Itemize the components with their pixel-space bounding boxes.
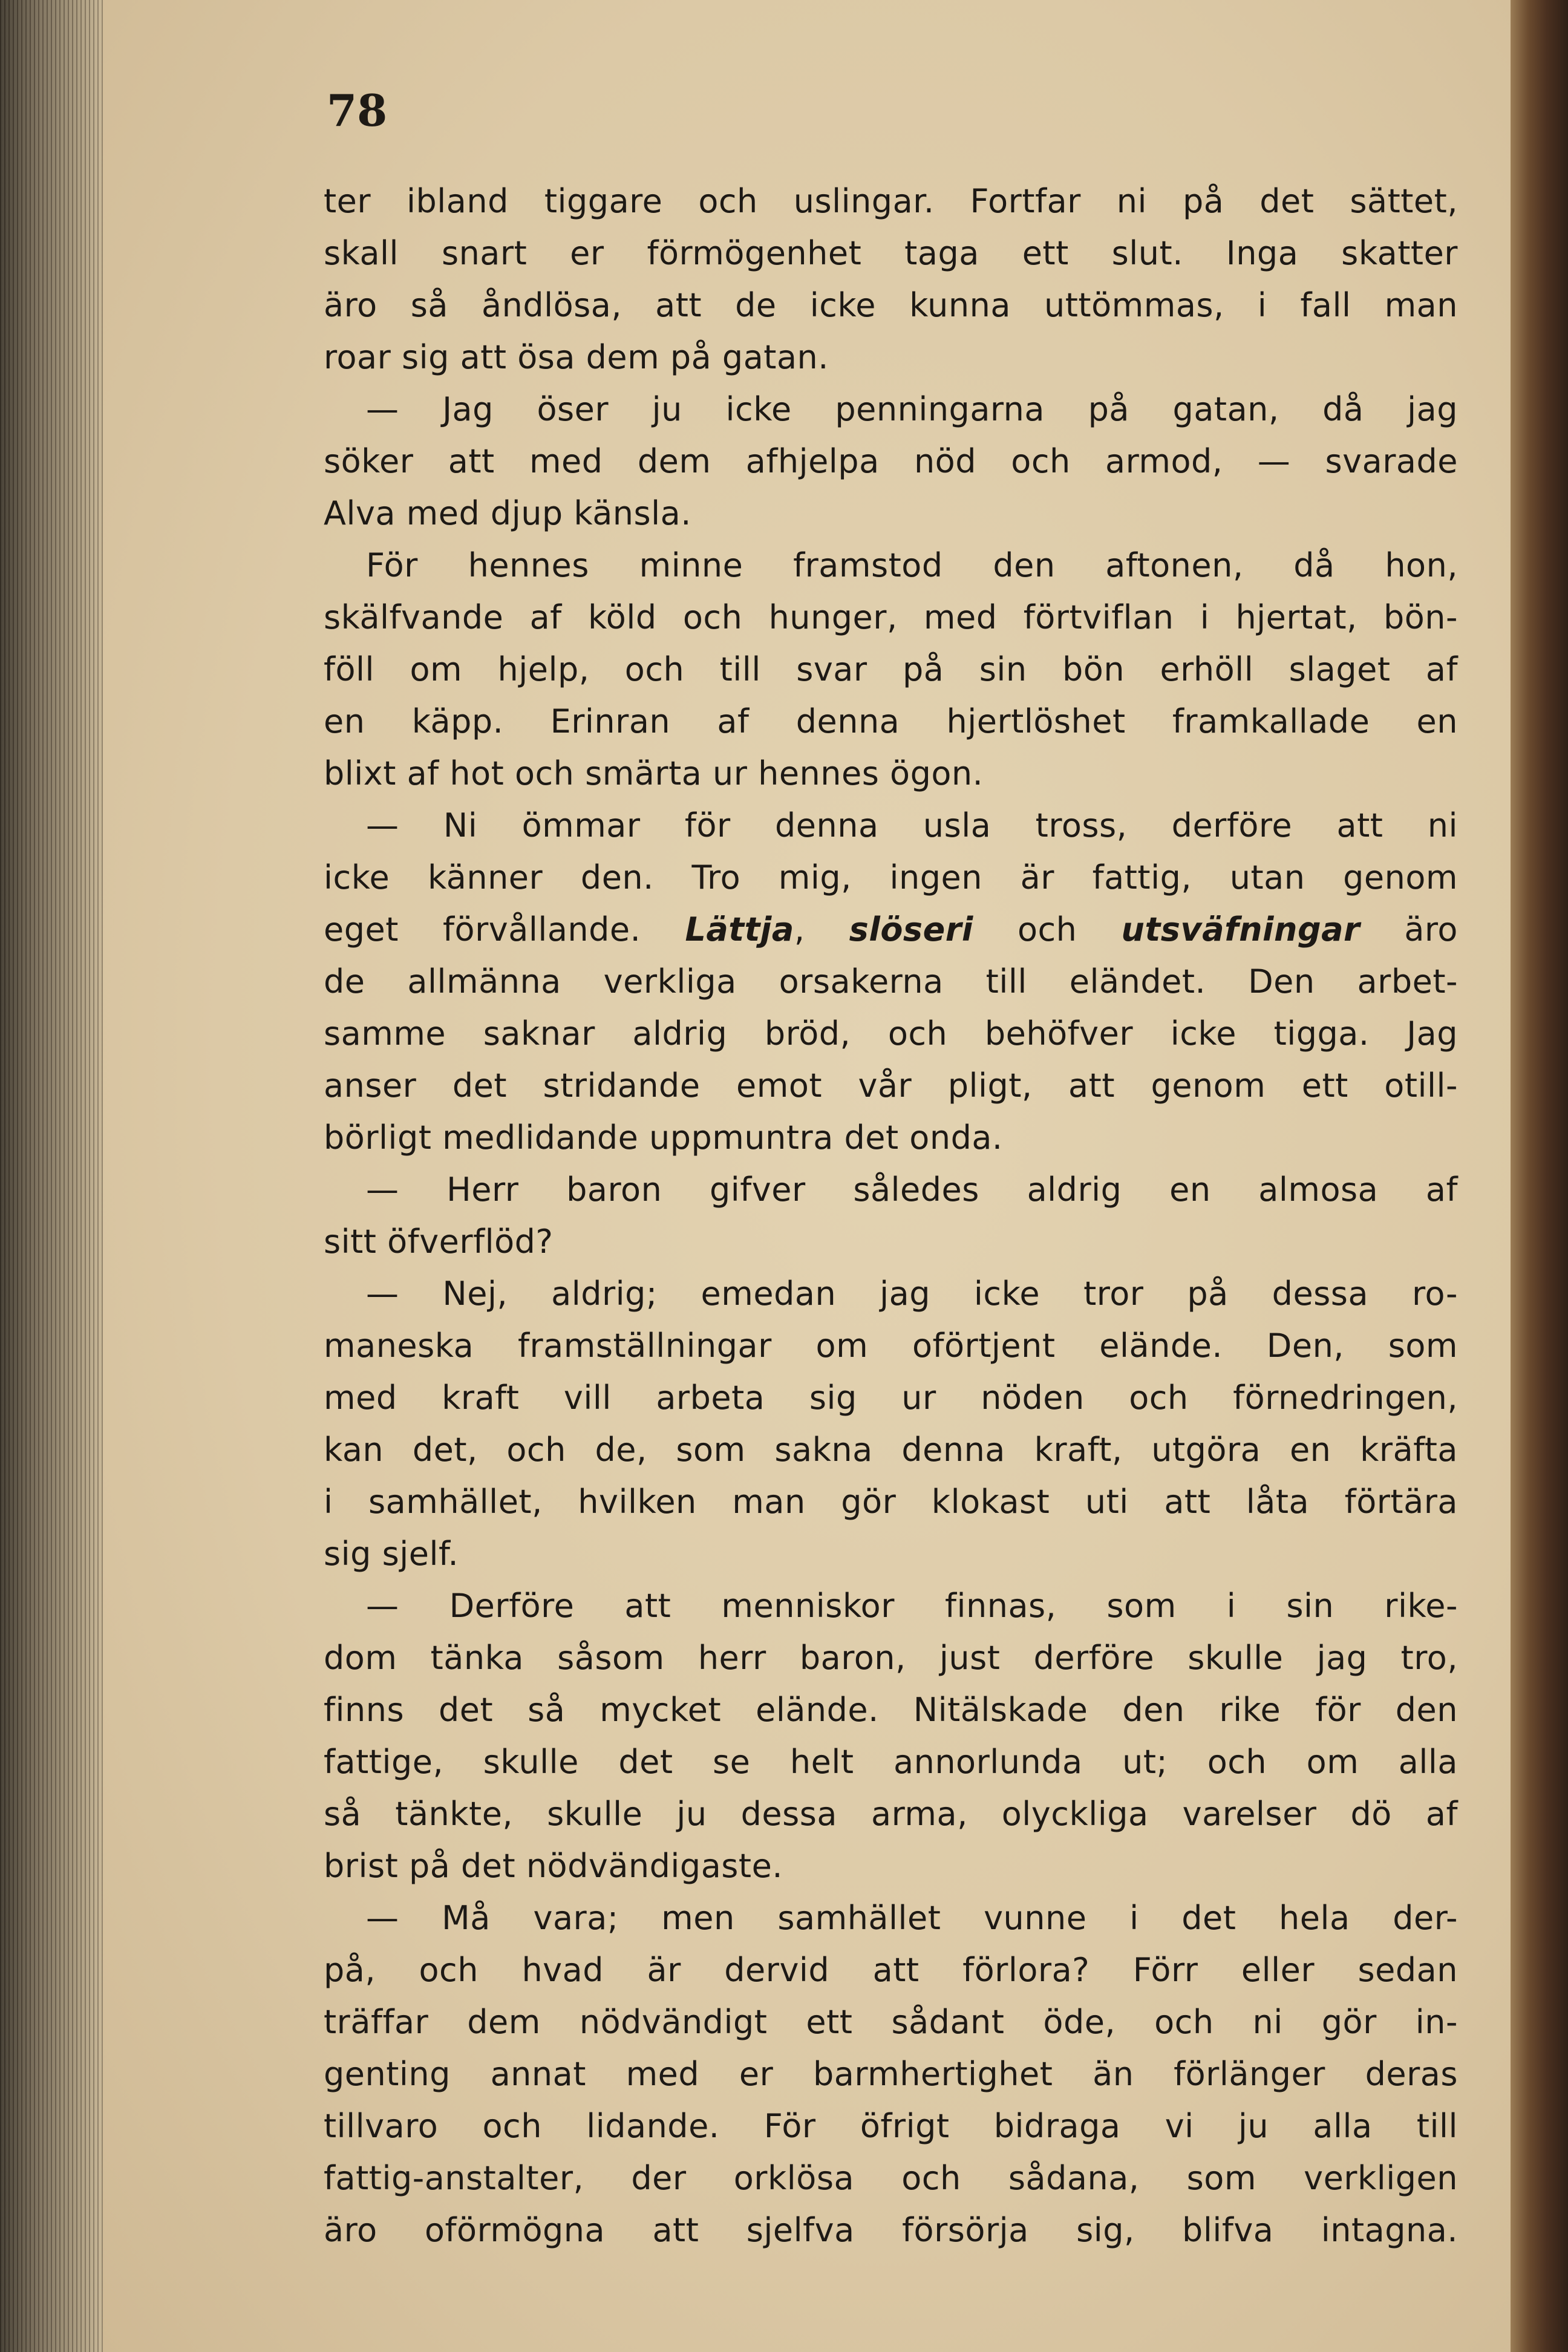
- text-line: ter ibland tiggare och uslingar. Fortfar ni på det sättet,: [324, 182, 1458, 220]
- text-line: För hennes minne framstod den aftonen, då hon,: [366, 546, 1458, 584]
- text-fragment: äro: [1404, 910, 1458, 949]
- text-line: en käpp. Erinran af denna hjertlöshet framkallade en: [324, 702, 1458, 740]
- text-line: de allmänna verkliga orsakerna till eländet. Den arbet-: [324, 962, 1458, 1001]
- emphasis-word: slöseri: [849, 910, 973, 949]
- text-line-with-emphasis: [324, 904, 1458, 956]
- text-line: äro oförmögna att sjelfva försörja sig, blifva intagna.: [324, 2211, 1458, 2249]
- text-line: söker att med dem afhjelpa nöd och armod, — svarade: [324, 442, 1458, 480]
- text-line: skall snart er förmögenhet taga ett slut. Inga skatter: [324, 234, 1458, 272]
- text-line: — Må vara; men samhället vunne i det hela der-: [366, 1899, 1458, 1937]
- page-number: 78: [327, 85, 388, 136]
- text-line: fattige, skulle det se helt annorlunda ut; och om alla: [324, 1743, 1458, 1781]
- text-line: med kraft vill arbeta sig ur nöden och förnedringen,: [324, 1379, 1458, 1417]
- text-line: på, och hvad är dervid att förlora? Förr eller sedan: [324, 1951, 1458, 1989]
- text-line: i samhället, hvilken man gör klokast uti att låta förtära: [324, 1483, 1458, 1521]
- text-line: finns det så mycket elände. Nitälskade den rike för den: [324, 1691, 1458, 1729]
- text-line: börligt medlidande uppmuntra det onda.: [324, 1119, 1003, 1157]
- text-line: — Ni ömmar för denna usla tross, derföre att ni: [366, 806, 1458, 844]
- text-line: sitt öfverflöd?: [324, 1223, 554, 1261]
- emphasis-word: Lättja: [685, 910, 794, 949]
- page-edges: [0, 0, 103, 2352]
- text-fragment: eget förvållande.: [324, 910, 641, 949]
- text-line: — Derföre att menniskor finnas, som i sin rike-: [366, 1587, 1458, 1625]
- text-line: fattig-anstalter, der orklösa och sådana, som verkligen: [324, 2159, 1458, 2197]
- text-line: — Herr baron gifver således aldrig en almosa af: [366, 1171, 1458, 1209]
- text-line: äro så åndlösa, att de icke kunna uttömmas, i fall man: [324, 286, 1458, 324]
- right-page-edge: [1511, 0, 1568, 2352]
- text-line: dom tänka såsom herr baron, just derföre skulle jag tro,: [324, 1639, 1458, 1677]
- text-line: föll om hjelp, och till svar på sin bön erhöll slaget af: [324, 650, 1458, 688]
- text-line: tillvaro och lidande. För öfrigt bidraga vi ju alla till: [324, 2107, 1458, 2145]
- text-fragment: och: [1017, 910, 1077, 949]
- text-line: genting annat med er barmhertighet än förlänger deras: [324, 2055, 1458, 2093]
- text-line: kan det, och de, som sakna denna kraft, utgöra en kräfta: [324, 1431, 1458, 1469]
- text-fragment: ,: [794, 910, 805, 949]
- text-line: roar sig att ösa dem på gatan.: [324, 338, 829, 376]
- text-line: blixt af hot och smärta ur hennes ögon.: [324, 754, 984, 792]
- body-text: [324, 175, 1458, 2256]
- text-line: anser det stridande emot vår pligt, att genom ett otill-: [324, 1067, 1458, 1105]
- text-line: skälfvande af köld och hunger, med förtviflan i hjertat, bön-: [324, 598, 1458, 636]
- text-line: maneska framställningar om oförtjent elände. Den, som: [324, 1327, 1458, 1365]
- text-line: icke känner den. Tro mig, ingen är fattig, utan genom: [324, 858, 1458, 897]
- text-line: Alva med djup känsla.: [324, 494, 691, 532]
- text-line: brist på det nödvändigaste.: [324, 1847, 783, 1885]
- emphasis-word: utsväfningar: [1121, 910, 1361, 949]
- text-line: sig sjelf.: [324, 1535, 459, 1573]
- text-line: — Nej, aldrig; emedan jag icke tror på dessa ro-: [366, 1275, 1458, 1313]
- text-line: — Jag öser ju icke penningarna på gatan, då jag: [366, 390, 1458, 428]
- text-line: träffar dem nödvändigt ett sådant öde, och ni gör in-: [324, 2003, 1458, 2041]
- text-line: samme saknar aldrig bröd, och behöfver icke tigga. Jag: [324, 1014, 1458, 1053]
- text-line: så tänkte, skulle ju dessa arma, olyckliga varelser dö af: [324, 1795, 1458, 1833]
